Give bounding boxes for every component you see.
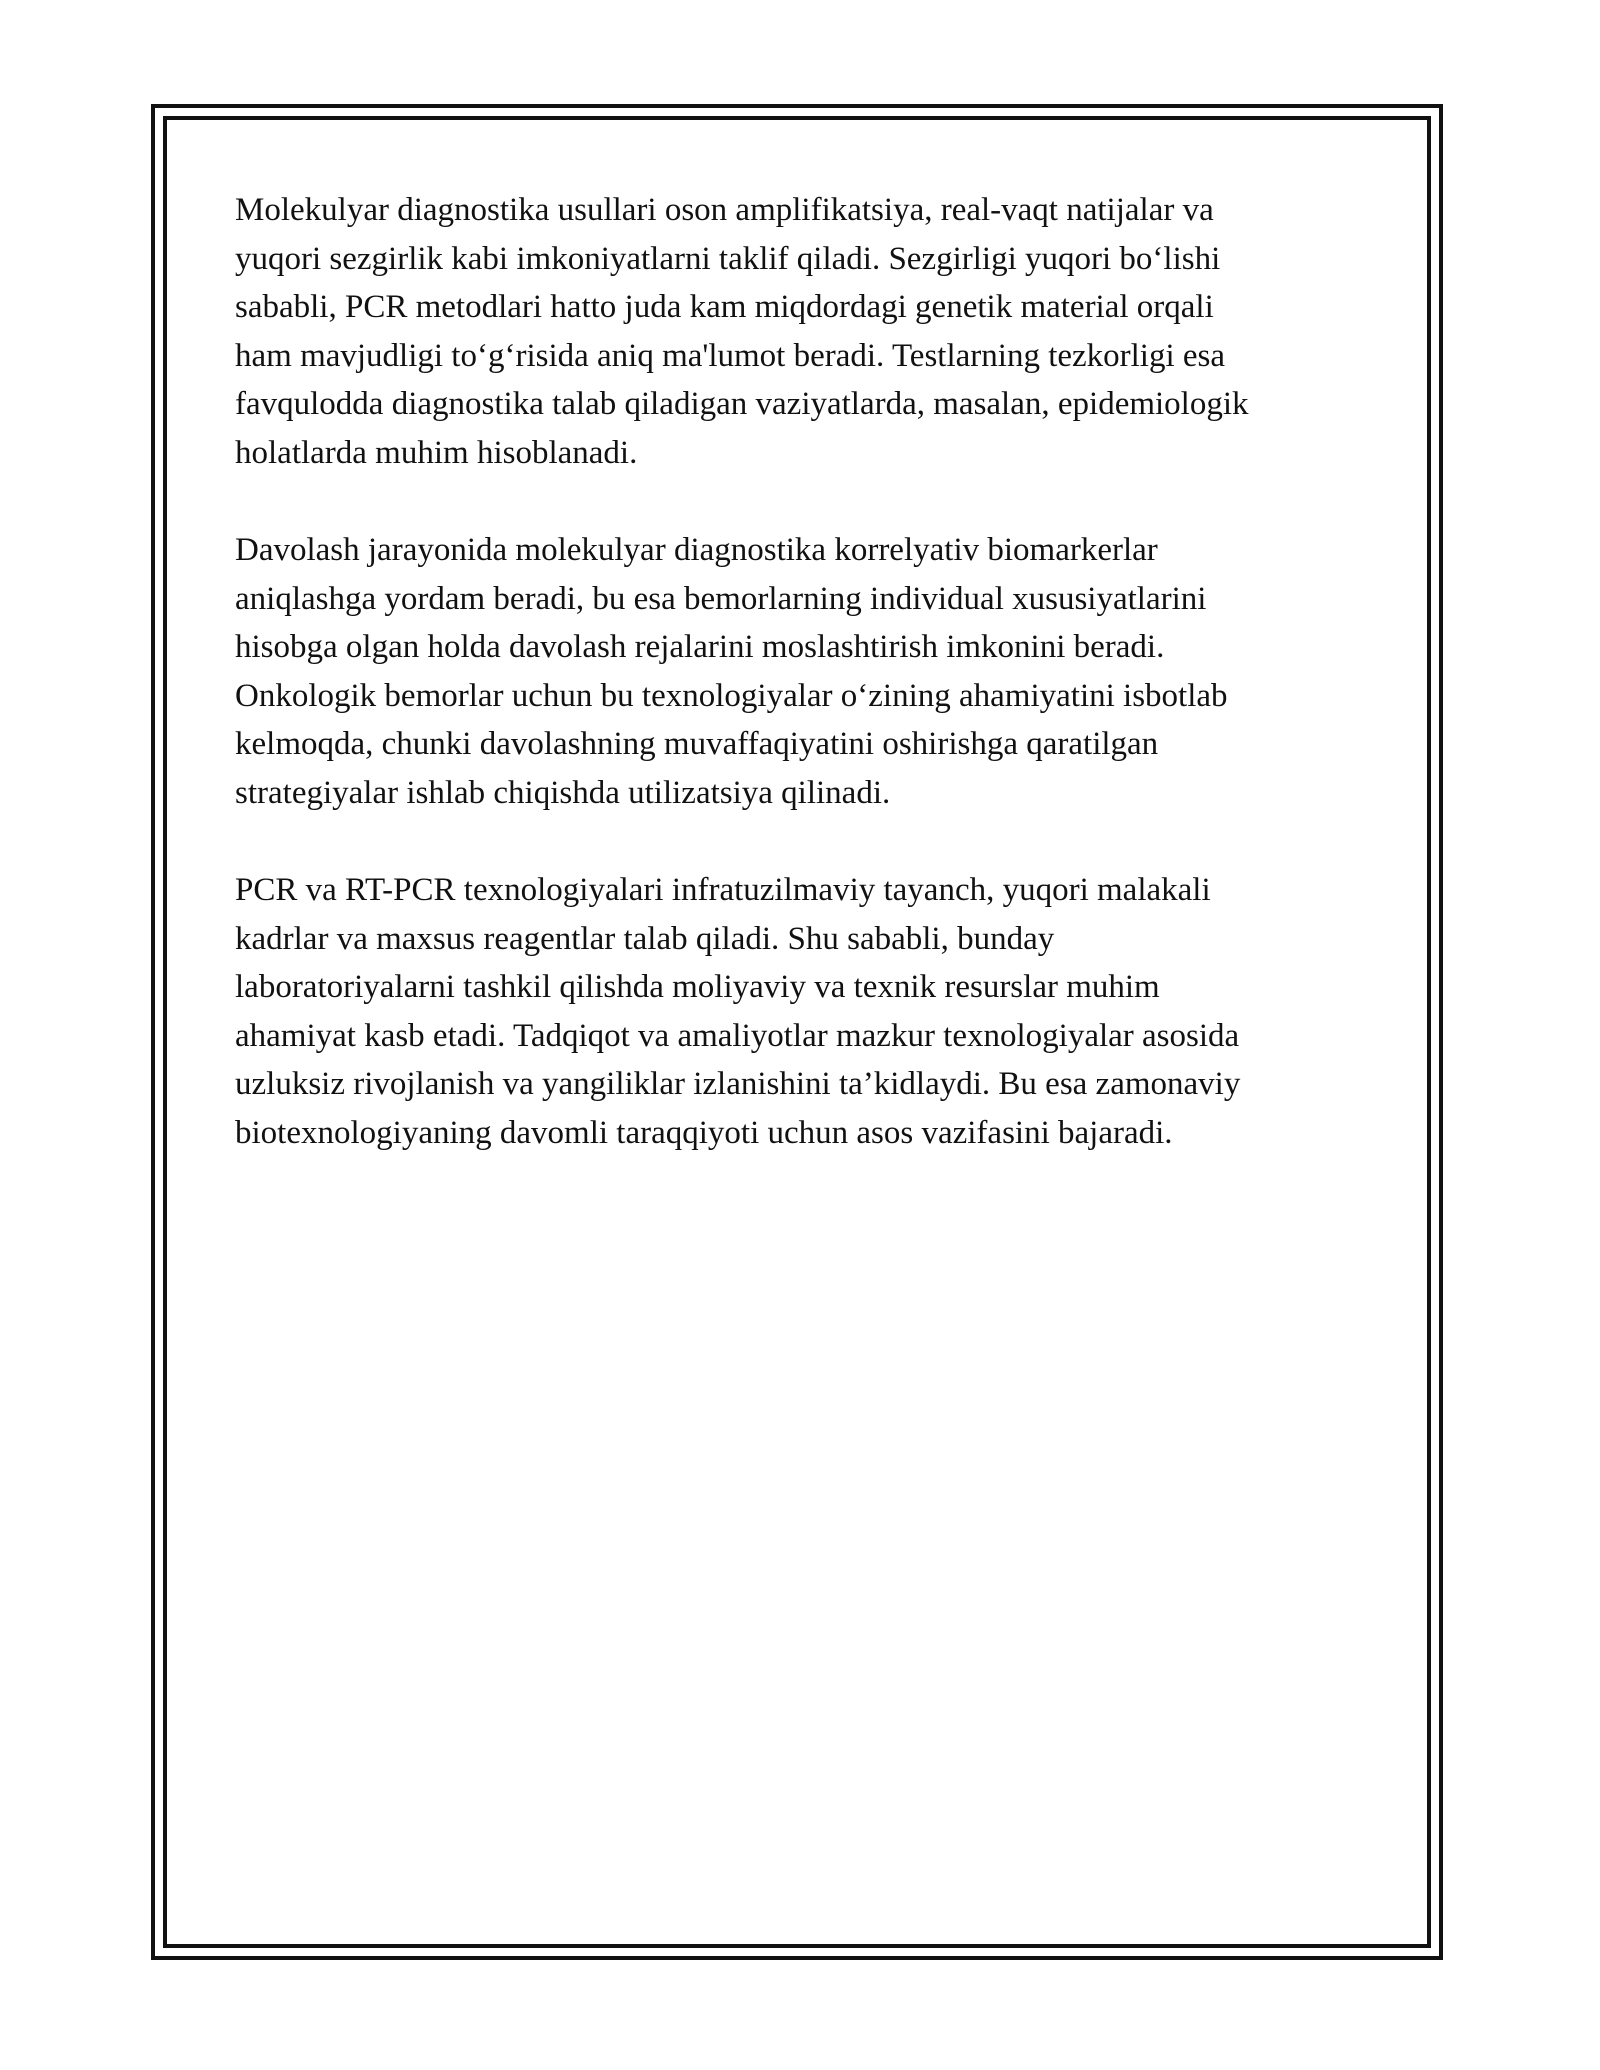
- paragraph-2: [235, 526, 1375, 817]
- paragraph-line: favqulodda diagnostika talab qiladigan vaziyatlarda, masalan, epidemiologik: [235, 386, 1249, 422]
- paragraph-line: PCR va RT-PCR texnologiyalari infratuzilmaviy tayanch, yuqori malakali: [235, 872, 1211, 908]
- paragraph-line: biotexnologiyaning davomli taraqqiyoti uchun asos vazifasini bajaradi.: [235, 1114, 1173, 1151]
- paragraph-line: Davolash jarayonida molekulyar diagnostika korrelyativ biomarkerlar: [235, 532, 1158, 568]
- paragraph-line: hisobga olgan holda davolash rejalarini moslashtirish imkonini beradi.: [235, 629, 1165, 665]
- paragraph-line: strategiyalar ishlab chiqishda utilizatsiya qilinadi.: [235, 774, 891, 811]
- paragraph-line: holatlarda muhim hisoblanadi.: [235, 434, 638, 471]
- paragraph-1: [235, 186, 1375, 477]
- paragraph-3: [235, 866, 1375, 1157]
- paragraph-line: Molekulyar diagnostika usullari oson amplifikatsiya, real-vaqt natijalar va: [235, 192, 1214, 228]
- paragraph-line: yuqori sezgirlik kabi imkoniyatlarni taklif qiladi. Sezgirligi yuqori bo‘lishi: [235, 240, 1221, 277]
- paragraph-line: kadrlar va maxsus reagentlar talab qiladi. Shu sababli, bunday: [235, 920, 1055, 957]
- paragraph-line: kelmoqda, chunki davolashning muvaffaqiyatini oshirishga qaratilgan: [235, 726, 1159, 762]
- paragraph-line: aniqlashga yordam beradi, bu esa bemorlarning individual xususiyatlarini: [235, 580, 1207, 617]
- paragraph-line: laboratoriyalarni tashkil qilishda moliyaviy va texnik resurslar muhim: [235, 969, 1160, 1005]
- paragraph-line: sababli, PCR metodlari hatto juda kam miqdordagi genetik material orqali: [235, 289, 1214, 325]
- document-body: [235, 186, 1375, 1206]
- paragraph-line: ham mavjudligi to‘g‘risida aniq ma'lumot beradi. Testlarning tezkorligi esa: [235, 337, 1226, 374]
- paragraph-line: uzluksiz rivojlanish va yangiliklar izlanishini ta’kidlaydi. Bu esa zamonaviy: [235, 1066, 1241, 1102]
- paragraph-line: ahamiyat kasb etadi. Tadqiqot va amaliyotlar mazkur texnologiyalar asosida: [235, 1017, 1240, 1054]
- paragraph-line: Onkologik bemorlar uchun bu texnologiyalar o‘zining ahamiyatini isbotlab: [235, 677, 1228, 714]
